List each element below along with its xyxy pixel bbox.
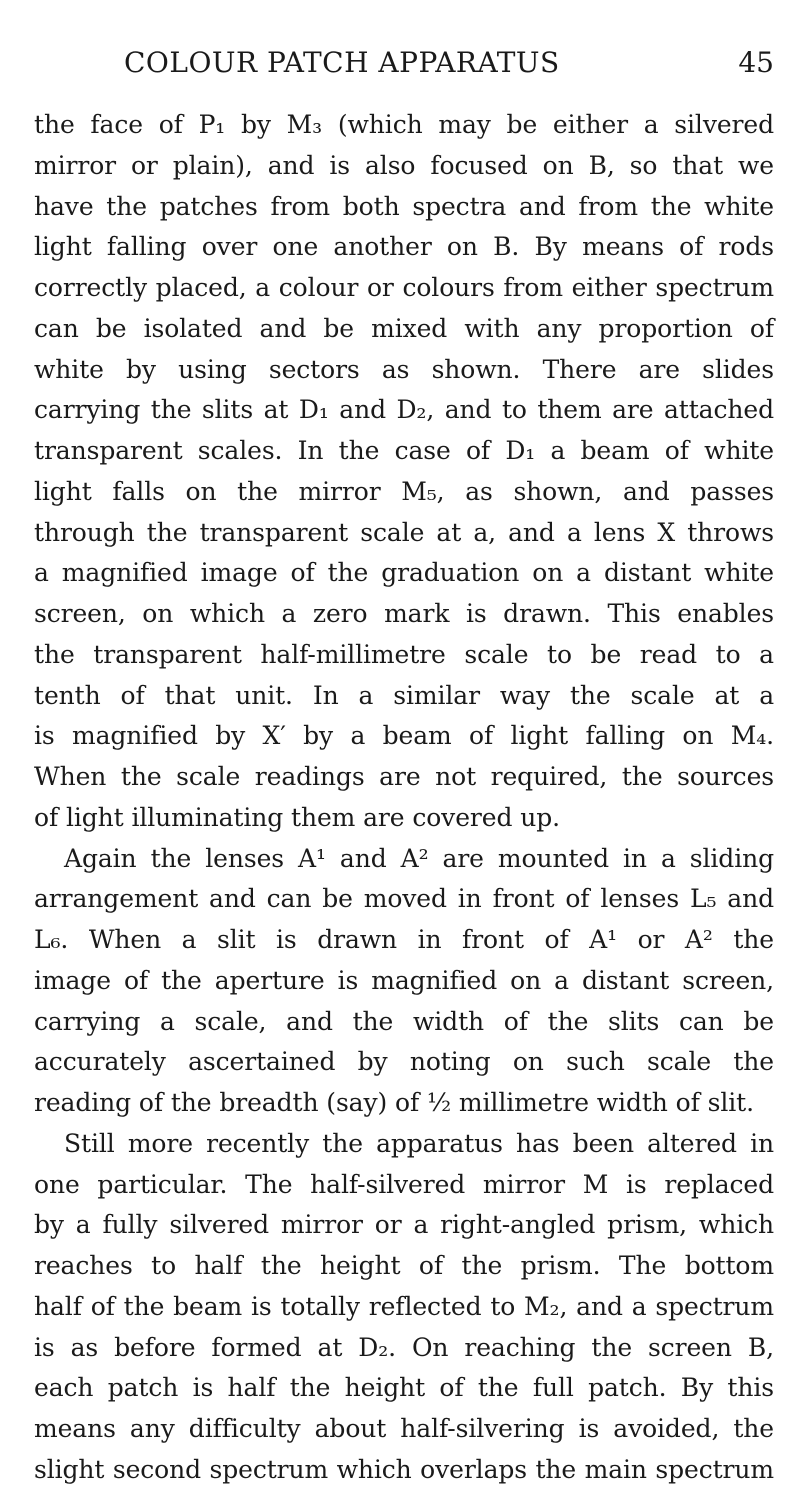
text-line: half of the beam is totally reflected to M₂, and a spectrum <box>34 1291 774 1321</box>
text-line: white by using sectors as shown. There are slides <box>34 354 774 384</box>
paragraph-start-line: Again the lenses A¹ and A² are mounted in a sliding <box>64 843 774 873</box>
text-line: light falls on the mirror M₅, as shown, and passes <box>34 476 774 506</box>
text-line: light falling over one another on B. By means of rods <box>34 232 774 262</box>
text-line: each patch is half the height of the full patch. By this <box>34 1373 774 1403</box>
text-line: tenth of that unit. In a similar way the scale at a <box>34 680 774 710</box>
text-line: mirror or plain), and is also focused on B, so that we <box>34 150 774 180</box>
paragraph-end-line: of light illuminating them are covered up. <box>34 802 560 832</box>
text-line: a magnified image of the graduation on a distant white <box>34 558 774 588</box>
text-line: correctly placed, a colour or colours from either spectrum <box>34 273 774 302</box>
text-line: arrangement and can be moved in front of lenses L₅ and <box>34 884 774 914</box>
text-line: transparent scales. In the case of D₁ a beam of white <box>34 436 774 465</box>
text-line: can be isolated and be mixed with any proportion of <box>34 313 774 343</box>
text-line: slight second spectrum which overlaps the main spectrum <box>34 1454 774 1484</box>
text-line: is magnified by X′ by a beam of light falling on M₄. <box>34 721 774 751</box>
body-text <box>34 105 774 1491</box>
running-title: COLOUR PATCH APPARATUS <box>124 46 560 79</box>
text-line: the transparent half-millimetre scale to be read to a <box>34 639 774 669</box>
text-line: is as before formed at D₂. On reaching the screen B, <box>34 1332 774 1362</box>
text-line: L₆. When a slit is drawn in front of A¹ or A² the <box>34 925 774 954</box>
page-number: 45 <box>738 46 774 79</box>
text-line: image of the aperture is magnified on a distant screen, <box>34 965 774 995</box>
text-line: reaches to half the height of the prism. The bottom <box>34 1251 774 1280</box>
running-head <box>34 46 774 86</box>
text-line: the face of P₁ by M₃ (which may be either a silvered <box>34 110 774 139</box>
text-line: means any difficulty about half-silvering is avoided, the <box>34 1414 774 1443</box>
text-line: one particular. The half-silvered mirror M is replaced <box>34 1169 774 1199</box>
text-line: through the transparent scale at a, and a lens X throws <box>34 517 774 547</box>
text-line: When the scale readings are not required, the sources <box>34 762 774 791</box>
paragraph-end-line: reading of the breadth (say) of ½ millimetre width of slit. <box>34 1088 754 1117</box>
text-line: have the patches from both spectra and from the white <box>34 191 774 221</box>
text-line: accurately ascertained by noting on such scale the <box>34 1047 774 1077</box>
text-line: carrying a scale, and the width of the slits can be <box>34 1006 774 1036</box>
paragraph-start-line: Still more recently the apparatus has been altered in <box>64 1128 774 1158</box>
text-line: by a fully silvered mirror or a right-angled prism, which <box>34 1210 774 1240</box>
text-line: screen, on which a zero mark is drawn. This enables <box>34 599 774 628</box>
text-line: carrying the slits at D₁ and D₂, and to them are attached <box>34 395 774 425</box>
